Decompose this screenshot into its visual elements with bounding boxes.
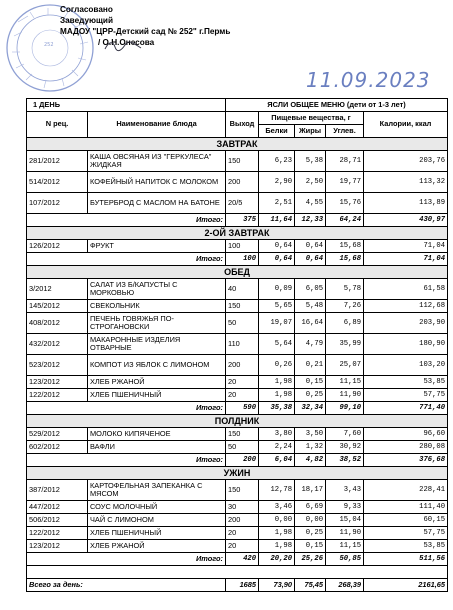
total-carbs: 64,24: [326, 214, 364, 227]
dish-name: ВАФЛИ: [88, 441, 226, 454]
dish-yield: 20/5: [226, 193, 259, 214]
dish-name: БУТЕРБРОД С МАСЛОМ НА БАТОНЕ: [88, 193, 226, 214]
approval-line-4: / О.Н.Онесова: [98, 38, 155, 47]
dish-name: КОФЕЙНЫЙ НАПИТОК С МОЛОКОМ: [88, 172, 226, 193]
menu-row: [27, 480, 448, 501]
fat-value: 0,21: [295, 355, 326, 376]
section-total-row: [27, 402, 448, 415]
menu-title: ЯСЛИ ОБЩЕЕ МЕНЮ (дети от 1-3 лет): [226, 99, 448, 112]
total-yield: 590: [226, 402, 259, 415]
dish-yield: 20: [226, 540, 259, 553]
protein-value: 5,65: [259, 300, 295, 313]
section-header: [27, 227, 448, 240]
menu-row: [27, 540, 448, 553]
protein-value: 0,09: [259, 279, 295, 300]
menu-row: [27, 501, 448, 514]
fat-value: 0,25: [295, 389, 326, 402]
carbs-value: 25,07: [326, 355, 364, 376]
handwritten-date: 11.09.2023: [306, 68, 431, 92]
protein-value: 1,98: [259, 527, 295, 540]
protein-value: 1,98: [259, 389, 295, 402]
total-label: Итого:: [27, 214, 226, 227]
header-row-2: [27, 112, 448, 125]
recipe-number: 408/2012: [27, 313, 88, 334]
menu-row: [27, 441, 448, 454]
carbs-value: 35,99: [326, 334, 364, 355]
approval-line-1: Согласовано: [60, 5, 113, 14]
dish-name-header: Наименование блюда: [88, 112, 226, 138]
protein-value: 0,64: [259, 240, 295, 253]
calories-value: 113,32: [364, 172, 448, 193]
spacer-row: [27, 566, 448, 579]
recipe-number: 602/2012: [27, 441, 88, 454]
recipe-number: 447/2012: [27, 501, 88, 514]
total-fat: 12,33: [295, 214, 326, 227]
calories-value: 111,40: [364, 501, 448, 514]
protein-value: 3,46: [259, 501, 295, 514]
spacer-cell: [27, 566, 448, 579]
dish-name: САЛАТ ИЗ Б/КАПУСТЫ С МОРКОВЬЮ: [88, 279, 226, 300]
dish-yield: 50: [226, 441, 259, 454]
carbs-value: 11,15: [326, 540, 364, 553]
dish-name: ХЛЕБ РЖАНОЙ: [88, 376, 226, 389]
protein-value: 2,51: [259, 193, 295, 214]
fat-value: 2,50: [295, 172, 326, 193]
section-total-row: [27, 553, 448, 566]
calories-value: 96,60: [364, 428, 448, 441]
total-carbs: 50,85: [326, 553, 364, 566]
carbs-value: 11,90: [326, 527, 364, 540]
protein-value: 2,90: [259, 172, 295, 193]
fat-value: 16,64: [295, 313, 326, 334]
total-fat: 0,64: [295, 253, 326, 266]
recipe-number: 523/2012: [27, 355, 88, 376]
menu-row: [27, 279, 448, 300]
protein-value: 0,00: [259, 514, 295, 527]
carbs-value: 30,92: [326, 441, 364, 454]
fat-value: 5,38: [295, 151, 326, 172]
dish-name: МАКАРОННЫЕ ИЗДЕЛИЯ ОТВАРНЫЕ: [88, 334, 226, 355]
protein-value: 0,26: [259, 355, 295, 376]
carbs-value: 5,78: [326, 279, 364, 300]
approval-block: [60, 4, 230, 48]
calories-value: 113,89: [364, 193, 448, 214]
approval-line-3: МАДОУ "ЦРР-Детский сад № 252" г.Пермь: [60, 27, 231, 36]
total-carbs: 38,52: [326, 454, 364, 467]
fat-value: 4,55: [295, 193, 326, 214]
total-carbs: 15,68: [326, 253, 364, 266]
dish-yield: 30: [226, 501, 259, 514]
yield-header: Выход: [226, 112, 259, 138]
protein-header: Белки: [259, 125, 295, 138]
section-total-row: [27, 214, 448, 227]
calories-value: 61,58: [364, 279, 448, 300]
fat-header: Жиры: [295, 125, 326, 138]
section-header: [27, 415, 448, 428]
total-calories: 376,68: [364, 454, 448, 467]
recipe-number: 122/2012: [27, 527, 88, 540]
dish-yield: 200: [226, 172, 259, 193]
signature: [103, 39, 143, 53]
calories-value: 53,85: [364, 540, 448, 553]
grand-total-carbs: 268,39: [326, 579, 364, 592]
fat-value: 1,32: [295, 441, 326, 454]
fat-value: 6,69: [295, 501, 326, 514]
grand-total-protein: 73,90: [259, 579, 295, 592]
dish-name: ФРУКТ: [88, 240, 226, 253]
dish-name: ПЕЧЕНЬ ГОВЯЖЬЯ ПО-СТРОГАНОВСКИ: [88, 313, 226, 334]
approval-line-2: Заведующий: [60, 16, 113, 25]
carbs-value: 3,43: [326, 480, 364, 501]
dish-yield: 100: [226, 240, 259, 253]
dish-yield: 20: [226, 389, 259, 402]
header-row-1: [27, 99, 448, 112]
total-calories: 430,97: [364, 214, 448, 227]
calories-value: 53,85: [364, 376, 448, 389]
total-protein: 11,64: [259, 214, 295, 227]
protein-value: 3,80: [259, 428, 295, 441]
section-total-row: [27, 253, 448, 266]
protein-value: 2,24: [259, 441, 295, 454]
dish-name: СОУС МОЛОЧНЫЙ: [88, 501, 226, 514]
dish-yield: 150: [226, 480, 259, 501]
total-label: Итого:: [27, 253, 226, 266]
dish-yield: 150: [226, 300, 259, 313]
dish-name: ХЛЕБ ПШЕНИЧНЫЙ: [88, 389, 226, 402]
total-label: Итого:: [27, 553, 226, 566]
menu-row: [27, 193, 448, 214]
menu-row: [27, 172, 448, 193]
total-protein: 20,20: [259, 553, 295, 566]
grand-total-yield: 1685: [226, 579, 259, 592]
section-title: 2-ОЙ ЗАВТРАК: [27, 227, 448, 240]
total-calories: 511,56: [364, 553, 448, 566]
fat-value: 0,25: [295, 527, 326, 540]
protein-value: 1,98: [259, 376, 295, 389]
menu-row: [27, 334, 448, 355]
dish-yield: 150: [226, 428, 259, 441]
dish-yield: 110: [226, 334, 259, 355]
recipe-number: 514/2012: [27, 172, 88, 193]
total-protein: 6,04: [259, 454, 295, 467]
recipe-number: 281/2012: [27, 151, 88, 172]
fat-value: 5,48: [295, 300, 326, 313]
carbs-value: 15,68: [326, 240, 364, 253]
total-yield: 100: [226, 253, 259, 266]
fat-value: 0,15: [295, 376, 326, 389]
section-total-row: [27, 454, 448, 467]
calories-value: 57,75: [364, 527, 448, 540]
menu-row: [27, 527, 448, 540]
recipe-number: 126/2012: [27, 240, 88, 253]
total-calories: 71,04: [364, 253, 448, 266]
dish-name: ХЛЕБ ПШЕНИЧНЫЙ: [88, 527, 226, 540]
grand-total-calories: 2161,65: [364, 579, 448, 592]
calories-value: 280,08: [364, 441, 448, 454]
menu-row: [27, 355, 448, 376]
fat-value: 18,17: [295, 480, 326, 501]
recipe-number: 387/2012: [27, 480, 88, 501]
dish-yield: 40: [226, 279, 259, 300]
dish-name: ХЛЕБ РЖАНОЙ: [88, 540, 226, 553]
recipe-number: 107/2012: [27, 193, 88, 214]
section-title: ЗАВТРАК: [27, 138, 448, 151]
total-label: Итого:: [27, 454, 226, 467]
calories-value: 103,20: [364, 355, 448, 376]
dish-yield: 20: [226, 527, 259, 540]
menu-row: [27, 313, 448, 334]
carbs-value: 11,90: [326, 389, 364, 402]
recipe-number: 123/2012: [27, 540, 88, 553]
menu-row: [27, 389, 448, 402]
total-protein: 0,64: [259, 253, 295, 266]
menu-table: [26, 98, 448, 592]
calories-value: 228,41: [364, 480, 448, 501]
carbs-value: 7,26: [326, 300, 364, 313]
carbs-value: 15,04: [326, 514, 364, 527]
calories-value: 180,90: [364, 334, 448, 355]
carbs-value: 19,77: [326, 172, 364, 193]
recipe-number: 3/2012: [27, 279, 88, 300]
carbs-value: 9,33: [326, 501, 364, 514]
protein-value: 12,78: [259, 480, 295, 501]
dish-yield: 200: [226, 514, 259, 527]
menu-row: [27, 240, 448, 253]
protein-value: 19,07: [259, 313, 295, 334]
fat-value: 0,64: [295, 240, 326, 253]
section-title: ОБЕД: [27, 266, 448, 279]
fat-value: 0,00: [295, 514, 326, 527]
calories-value: 57,75: [364, 389, 448, 402]
fat-value: 0,15: [295, 540, 326, 553]
fat-value: 3,50: [295, 428, 326, 441]
carbs-value: 28,71: [326, 151, 364, 172]
menu-row: [27, 300, 448, 313]
recipe-number: 145/2012: [27, 300, 88, 313]
menu-row: [27, 376, 448, 389]
protein-value: 1,98: [259, 540, 295, 553]
section-title: УЖИН: [27, 467, 448, 480]
menu-row: [27, 428, 448, 441]
section-title: ПОЛДНИК: [27, 415, 448, 428]
carbs-value: 7,60: [326, 428, 364, 441]
total-calories: 771,40: [364, 402, 448, 415]
menu-row: [27, 151, 448, 172]
carbs-value: 11,15: [326, 376, 364, 389]
dish-yield: 20: [226, 376, 259, 389]
grand-total-label: Всего за день:: [27, 579, 226, 592]
total-fat: 4,82: [295, 454, 326, 467]
calories-value: 60,15: [364, 514, 448, 527]
total-yield: 420: [226, 553, 259, 566]
total-protein: 35,38: [259, 402, 295, 415]
recipe-number: 432/2012: [27, 334, 88, 355]
recipe-number: 529/2012: [27, 428, 88, 441]
calories-header: Калории, ккал: [364, 112, 448, 138]
total-fat: 32,34: [295, 402, 326, 415]
total-fat: 25,26: [295, 553, 326, 566]
day-label: 1 ДЕНЬ: [27, 99, 226, 112]
seal-text: 252: [44, 42, 54, 48]
total-yield: 375: [226, 214, 259, 227]
protein-value: 5,64: [259, 334, 295, 355]
dish-name: МОЛОКО КИПЯЧЕНОЕ: [88, 428, 226, 441]
section-header: [27, 138, 448, 151]
calories-value: 112,68: [364, 300, 448, 313]
dish-name: КАША ОВСЯНАЯ ИЗ "ГЕРКУЛЕСА" ЖИДКАЯ: [88, 151, 226, 172]
carbs-value: 6,89: [326, 313, 364, 334]
total-carbs: 99,10: [326, 402, 364, 415]
recipe-number: 122/2012: [27, 389, 88, 402]
dish-yield: 200: [226, 355, 259, 376]
section-header: [27, 266, 448, 279]
section-header: [27, 467, 448, 480]
recipe-number: 506/2012: [27, 514, 88, 527]
total-label: Итого:: [27, 402, 226, 415]
grand-total-fat: 75,45: [295, 579, 326, 592]
dish-name: ЧАЙ С ЛИМОНОМ: [88, 514, 226, 527]
fat-value: 4,79: [295, 334, 326, 355]
carbs-value: 15,76: [326, 193, 364, 214]
total-yield: 200: [226, 454, 259, 467]
dish-yield: 50: [226, 313, 259, 334]
calories-value: 203,76: [364, 151, 448, 172]
recipe-no-header: N рец.: [27, 112, 88, 138]
protein-value: 6,23: [259, 151, 295, 172]
calories-value: 71,04: [364, 240, 448, 253]
dish-name: КОМПОТ ИЗ ЯБЛОК С ЛИМОНОМ: [88, 355, 226, 376]
grand-total-row: [27, 579, 448, 592]
fat-value: 6,05: [295, 279, 326, 300]
dish-name: СВЕКОЛЬНИК: [88, 300, 226, 313]
calories-value: 203,90: [364, 313, 448, 334]
nutrients-header: Пищевые вещества, г: [259, 112, 364, 125]
menu-row: [27, 514, 448, 527]
dish-name: КАРТОФЕЛЬНАЯ ЗАПЕКАНКА С МЯСОМ: [88, 480, 226, 501]
dish-yield: 150: [226, 151, 259, 172]
recipe-number: 123/2012: [27, 376, 88, 389]
carbs-header: Углев.: [326, 125, 364, 138]
